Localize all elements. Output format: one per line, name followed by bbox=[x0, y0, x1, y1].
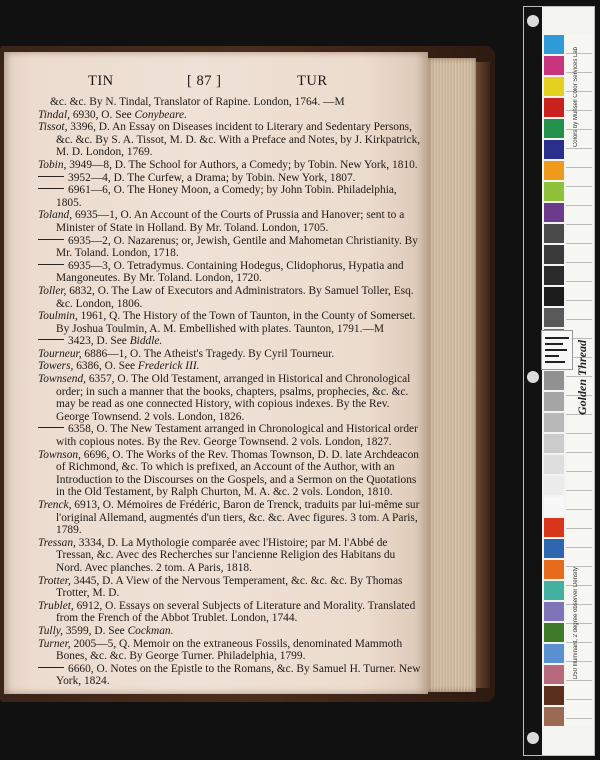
ditto-dash bbox=[38, 667, 64, 668]
entry-text: 6930, O. See bbox=[69, 108, 135, 121]
registration-dot bbox=[527, 732, 539, 744]
catalog-entry bbox=[38, 638, 422, 663]
color-swatch bbox=[544, 140, 564, 159]
barcode-tag bbox=[541, 330, 573, 370]
entry-author: Tobin, bbox=[38, 158, 67, 171]
color-swatch bbox=[544, 644, 564, 663]
color-swatch bbox=[544, 623, 564, 642]
entry-author: Turner, bbox=[38, 637, 71, 650]
ditto-dash bbox=[38, 264, 64, 265]
entry-author: Trenck, bbox=[38, 499, 72, 511]
ditto-dash bbox=[38, 339, 64, 340]
entry-author: Tressan, bbox=[38, 536, 76, 549]
catalog-entry bbox=[38, 184, 422, 209]
entry-text: 1961, Q. The History of the Town of Taunton, in the County of Somerset. By Joshua Toulmin, A. M. Embellished with plates. Taunton, 1791.—M bbox=[56, 310, 416, 335]
ditto-dash bbox=[38, 176, 64, 177]
catalog-entry bbox=[38, 209, 422, 234]
entry-text: 3423, D. See bbox=[68, 335, 130, 348]
entry-author: Towers, bbox=[38, 360, 74, 373]
entry-text: 3599, D. See bbox=[63, 624, 128, 637]
ditto-dash bbox=[38, 239, 64, 240]
catalog-entry bbox=[38, 159, 422, 172]
color-swatch bbox=[544, 266, 564, 285]
color-swatch bbox=[544, 245, 564, 264]
entry-author: Tully, bbox=[38, 624, 64, 637]
running-head-left: TIN bbox=[88, 73, 114, 89]
entry-text: 6913, O. Mémoires de Frédéric, Baron de Trenck, traduits par lui-même sur l'original Allemand, augmentés d'un tiers, &c. &c. Avec figures. 3 tom. A Paris, 1789. bbox=[56, 499, 420, 537]
entry-author: Toulmin, bbox=[38, 310, 78, 323]
catalog-entries bbox=[38, 96, 422, 688]
catalog-entry bbox=[38, 360, 422, 373]
catalog-entry bbox=[38, 109, 422, 122]
catalog-entry bbox=[38, 423, 422, 448]
barcode-bar bbox=[545, 361, 565, 363]
color-swatch bbox=[544, 413, 564, 432]
catalog-entry bbox=[38, 96, 422, 109]
book-spine-edge bbox=[476, 62, 490, 688]
running-head-right: TUR bbox=[297, 73, 328, 89]
color-swatch bbox=[544, 560, 564, 579]
entry-author: Tourneur, bbox=[38, 347, 82, 360]
color-swatch bbox=[544, 35, 564, 54]
entry-author: Toller, bbox=[38, 284, 67, 297]
catalog-entry bbox=[38, 373, 422, 423]
color-swatch bbox=[544, 497, 564, 516]
entry-author: Townson, bbox=[38, 448, 81, 461]
entry-author: Toland, bbox=[38, 209, 73, 222]
barcode-bar bbox=[545, 343, 563, 345]
page-edges bbox=[428, 58, 476, 692]
color-swatch bbox=[544, 56, 564, 75]
catalog-entry bbox=[38, 449, 422, 499]
entry-text: 6886—1, O. The Atheist's Tragedy. By Cyril Tourneur. bbox=[81, 347, 335, 360]
color-swatch bbox=[544, 539, 564, 558]
catalog-entry bbox=[38, 348, 422, 361]
entry-text: 3396, D. An Essay on Diseases incident to Literary and Sedentary Persons, &c. &c. By S. A. Tissot, M. D. &c. With a Preface and Notes, by J. Kirkpatrick, M. D. London, 1769. bbox=[56, 121, 421, 159]
catalog-entry bbox=[38, 537, 422, 575]
catalog-entry bbox=[38, 310, 422, 335]
color-swatch bbox=[544, 392, 564, 411]
entry-cross-reference: Conybeare. bbox=[134, 108, 187, 121]
entry-author: Townsend, bbox=[38, 373, 87, 386]
entry-text: 6358, O. The New Testament arranged in Chronological and Historical order with copious notes. By the Rev. George Townsend. 2 vols. London, 1827. bbox=[56, 423, 418, 449]
catalog-entry bbox=[38, 663, 422, 688]
barcode-bar bbox=[545, 349, 567, 351]
color-swatch bbox=[544, 665, 564, 684]
ditto-dash bbox=[38, 188, 64, 189]
registration-dot bbox=[527, 371, 539, 383]
color-swatch bbox=[544, 161, 564, 180]
entry-text: 3445, D. A View of the Nervous Temperament, &c. &c. &c. By Thomas Trotter, M. D. bbox=[56, 574, 403, 600]
target-caption-top: Colors by Munsell Color Services Lab bbox=[573, 47, 579, 148]
entry-cross-reference: Biddle. bbox=[129, 335, 163, 348]
entry-text: &c. &c. By N. Tindal, Translator of Rapine. London, 1764. —M bbox=[50, 96, 345, 108]
entry-text: 6961—6, O. The Honey Moon, a Comedy; by John Tobin. Philadelphia, 1805. bbox=[56, 184, 397, 209]
catalog-entry bbox=[38, 600, 422, 625]
color-swatch bbox=[544, 455, 564, 474]
entry-author: Tissot, bbox=[38, 121, 68, 134]
color-swatch bbox=[544, 77, 564, 96]
catalog-entry bbox=[38, 625, 422, 638]
catalog-entry bbox=[38, 335, 422, 348]
entry-text: 6935—1, O. An Account of the Courts of Prussia and Hanover; sent to a Minister of State in Holland. By Mr. Toland. London, 1705. bbox=[56, 209, 405, 234]
catalog-entry bbox=[38, 172, 422, 185]
entry-text: 3952—4, D. The Curfew, a Drama; by Tobin. New York, 1807. bbox=[68, 171, 356, 184]
catalog-entry bbox=[38, 575, 422, 600]
page-header bbox=[0, 73, 430, 93]
target-caption-bottom: D50 Illuminant, 2 degree observer Density bbox=[573, 567, 579, 680]
color-swatch bbox=[544, 686, 564, 705]
color-swatch bbox=[544, 707, 564, 726]
color-swatch bbox=[544, 308, 564, 327]
catalog-entry bbox=[38, 260, 422, 285]
entry-text: 6935—3, O. Tetradymus. Containing Hodegus, Clidophorus, Hypatia and Mangoneutes. By Mr. Toland. London, 1720. bbox=[56, 259, 404, 285]
color-swatch bbox=[544, 119, 564, 138]
color-swatch bbox=[544, 371, 564, 390]
color-swatch bbox=[544, 602, 564, 621]
entry-text: 3334, D. La Mythologie comparée avec l'Histoire; par M. l'Abbé de Tressan, &c. Avec des Recherches sur l'ancienne Religion des Habitans du Nord. Avec planches. 2 tom. A Paris, 1818. bbox=[56, 536, 396, 574]
entry-author: Trublet, bbox=[38, 599, 74, 612]
barcode-bar bbox=[545, 355, 559, 357]
color-swatch bbox=[544, 581, 564, 600]
color-swatch bbox=[544, 518, 564, 537]
registration-dot bbox=[527, 15, 539, 27]
catalog-entry bbox=[38, 499, 422, 537]
entry-text: 2005—5, Q. Memoir on the extraneous Fossils, denominated Mammoth Bones, &c. &c. By George Turner. Philadelphia, 1799. bbox=[56, 637, 403, 663]
page-number: [ 87 ] bbox=[187, 73, 222, 89]
entry-text: 6386, O. See bbox=[73, 360, 138, 373]
color-swatch bbox=[544, 476, 564, 495]
color-swatch bbox=[544, 203, 564, 222]
entry-text: 6935—2, O. Nazarenus; or, Jewish, Gentile and Mahometan Christianity. By Mr. Toland. London, 1718. bbox=[56, 234, 418, 260]
color-swatch bbox=[544, 434, 564, 453]
entry-cross-reference: Cockman. bbox=[127, 624, 174, 637]
catalog-entry bbox=[38, 121, 422, 159]
entry-cross-reference: Frederick III. bbox=[137, 360, 200, 373]
color-swatch bbox=[544, 98, 564, 117]
barcode-bar bbox=[545, 337, 569, 339]
entry-text: 6832, O. The Law of Executors and Administrators. By Samuel Toller, Esq. &c. London, 1806. bbox=[56, 284, 414, 310]
color-swatch bbox=[544, 182, 564, 201]
entry-text: 6357, O. The Old Testament, arranged in Historical and Chronological order; in such a manner that the books, chapters, psalms, prophecies, &c. &c. may be read as one connected History, with copious indexes. By the Rev. George Townsend. 2 vols. London, 1826. bbox=[56, 373, 411, 423]
entry-author: Tindal, bbox=[38, 108, 70, 121]
entry-text: 6912, O. Essays on several Subjects of Literature and Morality. Translated from the French of the Abbot Trublet. London, 1744. bbox=[56, 599, 416, 625]
entry-text: 3949—8, D. The School for Authors, a Comedy; by Tobin. New York, 1810. bbox=[66, 158, 418, 171]
color-swatch bbox=[544, 287, 564, 306]
target-brand-label: Golden Thread bbox=[575, 340, 589, 415]
entry-text: 6660, O. Notes on the Epistle to the Romans, &c. By Samuel H. Turner. New York, 1824. bbox=[56, 662, 421, 688]
color-swatch bbox=[544, 224, 564, 243]
catalog-entry bbox=[38, 285, 422, 310]
entry-author: Trotter, bbox=[38, 574, 71, 587]
entry-text: 6696, O. The Works of the Rev. Thomas Townson, D. D. late Archdeacon of Richmond, &c. To which is prefixed, an Account of the Author, with an Introduction to the Discourses on the Gospels, and a Sermon on the Quotations in the Old Testament, by Ralph Churton, M. A. &c. 2 vols. London, 1810. bbox=[56, 448, 420, 499]
catalog-entry bbox=[38, 235, 422, 260]
ditto-dash bbox=[38, 427, 64, 428]
